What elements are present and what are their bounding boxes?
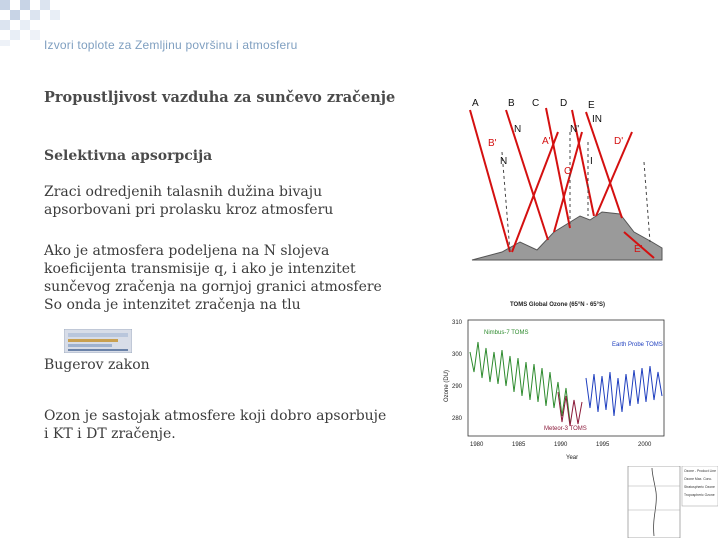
section-subtitle: Selektivna apsorpcija bbox=[44, 148, 213, 164]
ozone-profile-figure bbox=[622, 466, 718, 538]
xtick-1980: 1980 bbox=[470, 442, 484, 448]
normal-label-4: N bbox=[500, 156, 508, 167]
xaxis-label: Year bbox=[566, 455, 579, 461]
profile-legend-2: Ozone Max. Conc. bbox=[684, 477, 713, 481]
paragraph-ozone: Ozon je sastojak atmosfere koji dobro apsorbuje i KT i DT zračenje. bbox=[44, 408, 387, 442]
ray-label-b: B bbox=[508, 98, 515, 109]
ray-label-a: A bbox=[472, 98, 479, 109]
normal-label-5: I bbox=[590, 156, 593, 167]
ytick-290: 290 bbox=[452, 384, 463, 390]
series-label-meteor: Meteor-3 TOMS bbox=[544, 426, 587, 432]
formula-image bbox=[64, 329, 132, 353]
ytick-280: 280 bbox=[452, 416, 463, 422]
xtick-1995: 1995 bbox=[596, 442, 610, 448]
yaxis-label: Ozone (DU) bbox=[444, 369, 450, 402]
ray-label-d: D bbox=[560, 98, 568, 109]
ozone-chart bbox=[440, 312, 670, 462]
paragraph-layers: Ako je atmosfera podeljena na N slojeva koeficijenta transmisije q, i ako je intenzitet sunčevog zračenja na gornjoj granici atmosfere So onda je intenzitet zračenja na tlu bbox=[44, 243, 382, 313]
normal-label-3: IN bbox=[592, 114, 602, 125]
profile-legend-3: Stratospheric Ozone bbox=[684, 485, 715, 489]
reflected-label-d: D' bbox=[614, 136, 624, 147]
profile-legend-1: Ozone - Product Line bbox=[684, 469, 717, 473]
ray-label-c: C bbox=[532, 98, 540, 109]
xtick-1990: 1990 bbox=[554, 442, 568, 448]
slide-header: Izvori toplote za Zemljinu površinu i atmosferu bbox=[44, 38, 298, 52]
series-label-earthprobe: Earth Probe TOMS bbox=[612, 342, 663, 348]
normal-label-2: N' bbox=[570, 124, 580, 135]
solar-rays-diagram bbox=[462, 92, 668, 272]
series-label-nimbus: Nimbus-7 TOMS bbox=[484, 330, 529, 336]
slide-title: Propustljivost vazduha za sunčevo zračenje bbox=[44, 89, 396, 106]
paragraph-absorption: Zraci odredjenih talasnih dužina bivaju apsorbovani pri prolasku kroz atmosferu bbox=[44, 184, 334, 218]
bouguer-law-label: Bugerov zakon bbox=[44, 357, 150, 373]
reflected-label-b: B' bbox=[488, 138, 497, 149]
xtick-1985: 1985 bbox=[512, 442, 526, 448]
ray-label-e: E bbox=[588, 100, 595, 111]
ytick-300: 300 bbox=[452, 352, 463, 358]
ytick-310: 310 bbox=[452, 320, 463, 326]
normal-label-1: N bbox=[514, 124, 522, 135]
reflected-label-e: E' bbox=[634, 244, 643, 255]
ozone-chart-title: TOMS Global Ozone (65°N - 65°S) bbox=[510, 302, 606, 308]
reflected-label-c: C' bbox=[564, 166, 574, 177]
xtick-2000: 2000 bbox=[638, 442, 652, 448]
reflected-label-a: A' bbox=[542, 136, 551, 147]
profile-legend-4: Tropospheric Ozone bbox=[684, 493, 715, 497]
